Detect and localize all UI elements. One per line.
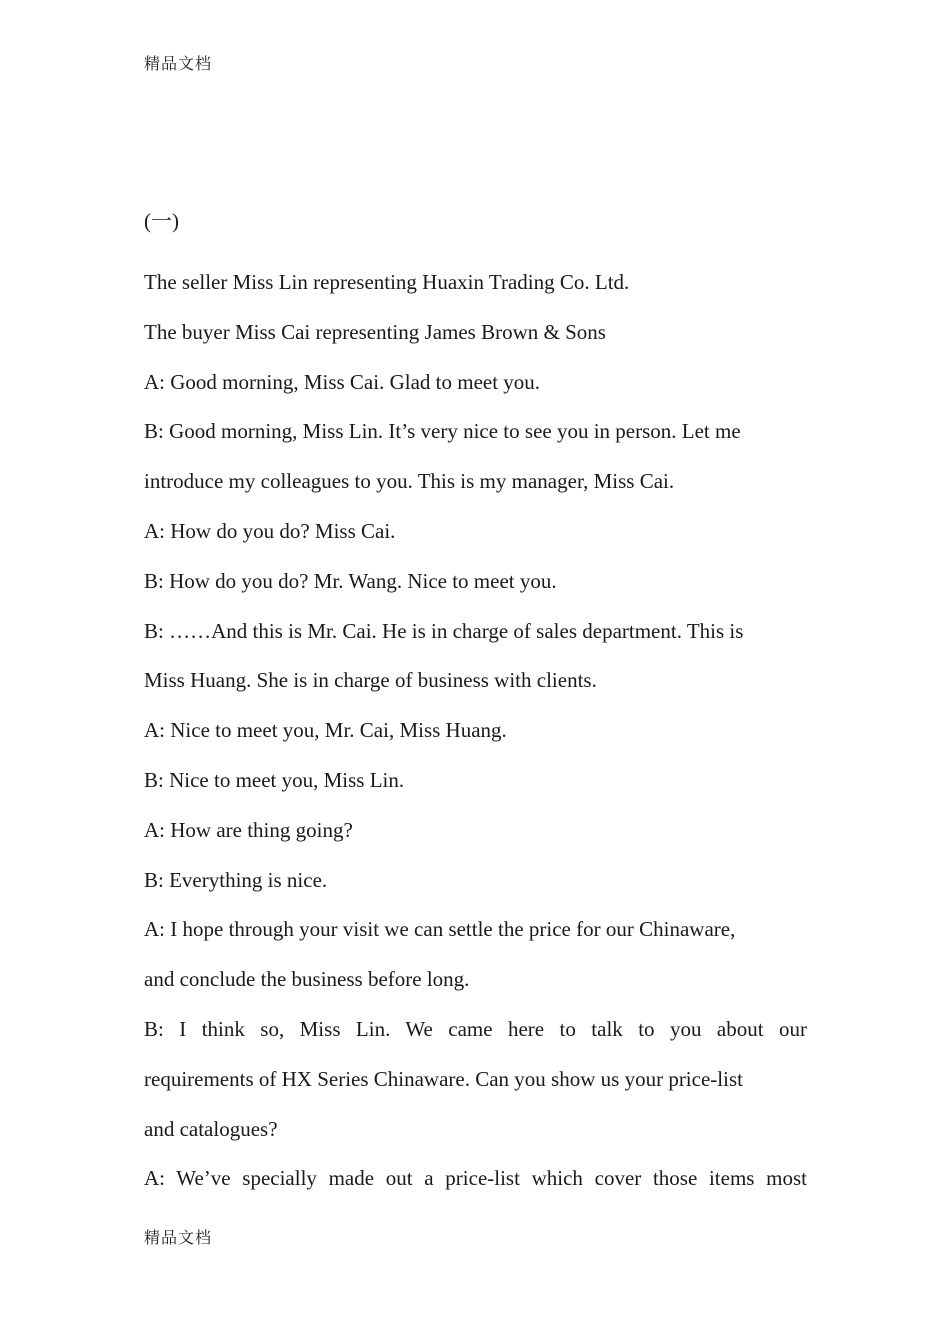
text-line: B: ……And this is Mr. Cai. He is in charge of sales department. This is [144, 618, 744, 643]
text-line: A: How are thing going? [144, 817, 353, 842]
text-line: The buyer Miss Cai representing James Brown & Sons [144, 319, 606, 344]
footer-watermark: 精品文档 [144, 1228, 213, 1247]
text-line: A: We’ve specially made out a price-list which cover those items most [144, 1166, 807, 1191]
text-line: and conclude the business before long. [144, 967, 470, 992]
text-line: B: Everything is nice. [144, 867, 328, 892]
section-label: (一) [144, 209, 179, 233]
text-line: requirements of HX Series Chinaware. Can you show us your price-list [144, 1066, 743, 1091]
text-line: A: Nice to meet you, Mr. Cai, Miss Huang. [144, 718, 507, 743]
text-line: introduce my colleagues to you. This is my manager, Miss Cai. [144, 469, 675, 494]
text-line: B: I think so, Miss Lin. We came here to talk to you about our [144, 1016, 807, 1041]
text-line: B: Good morning, Miss Lin. It’s very nice to see you in person. Let me [144, 419, 741, 444]
text-line: Miss Huang. She is in charge of business with clients. [144, 668, 597, 693]
text-line: A: Good morning, Miss Cai. Glad to meet you. [144, 369, 541, 394]
dialogue-body [144, 258, 807, 1204]
text-line: The seller Miss Lin representing Huaxin Trading Co. Ltd. [144, 270, 630, 294]
text-line: B: Nice to meet you, Miss Lin. [144, 767, 405, 792]
text-line: A: I hope through your visit we can settle the price for our Chinaware, [144, 917, 736, 942]
text-line: B: How do you do? Mr. Wang. Nice to meet you. [144, 568, 557, 593]
header-watermark: 精品文档 [144, 54, 213, 73]
text-line: A: How do you do? Miss Cai. [144, 518, 396, 543]
text-line: and catalogues? [144, 1116, 278, 1141]
